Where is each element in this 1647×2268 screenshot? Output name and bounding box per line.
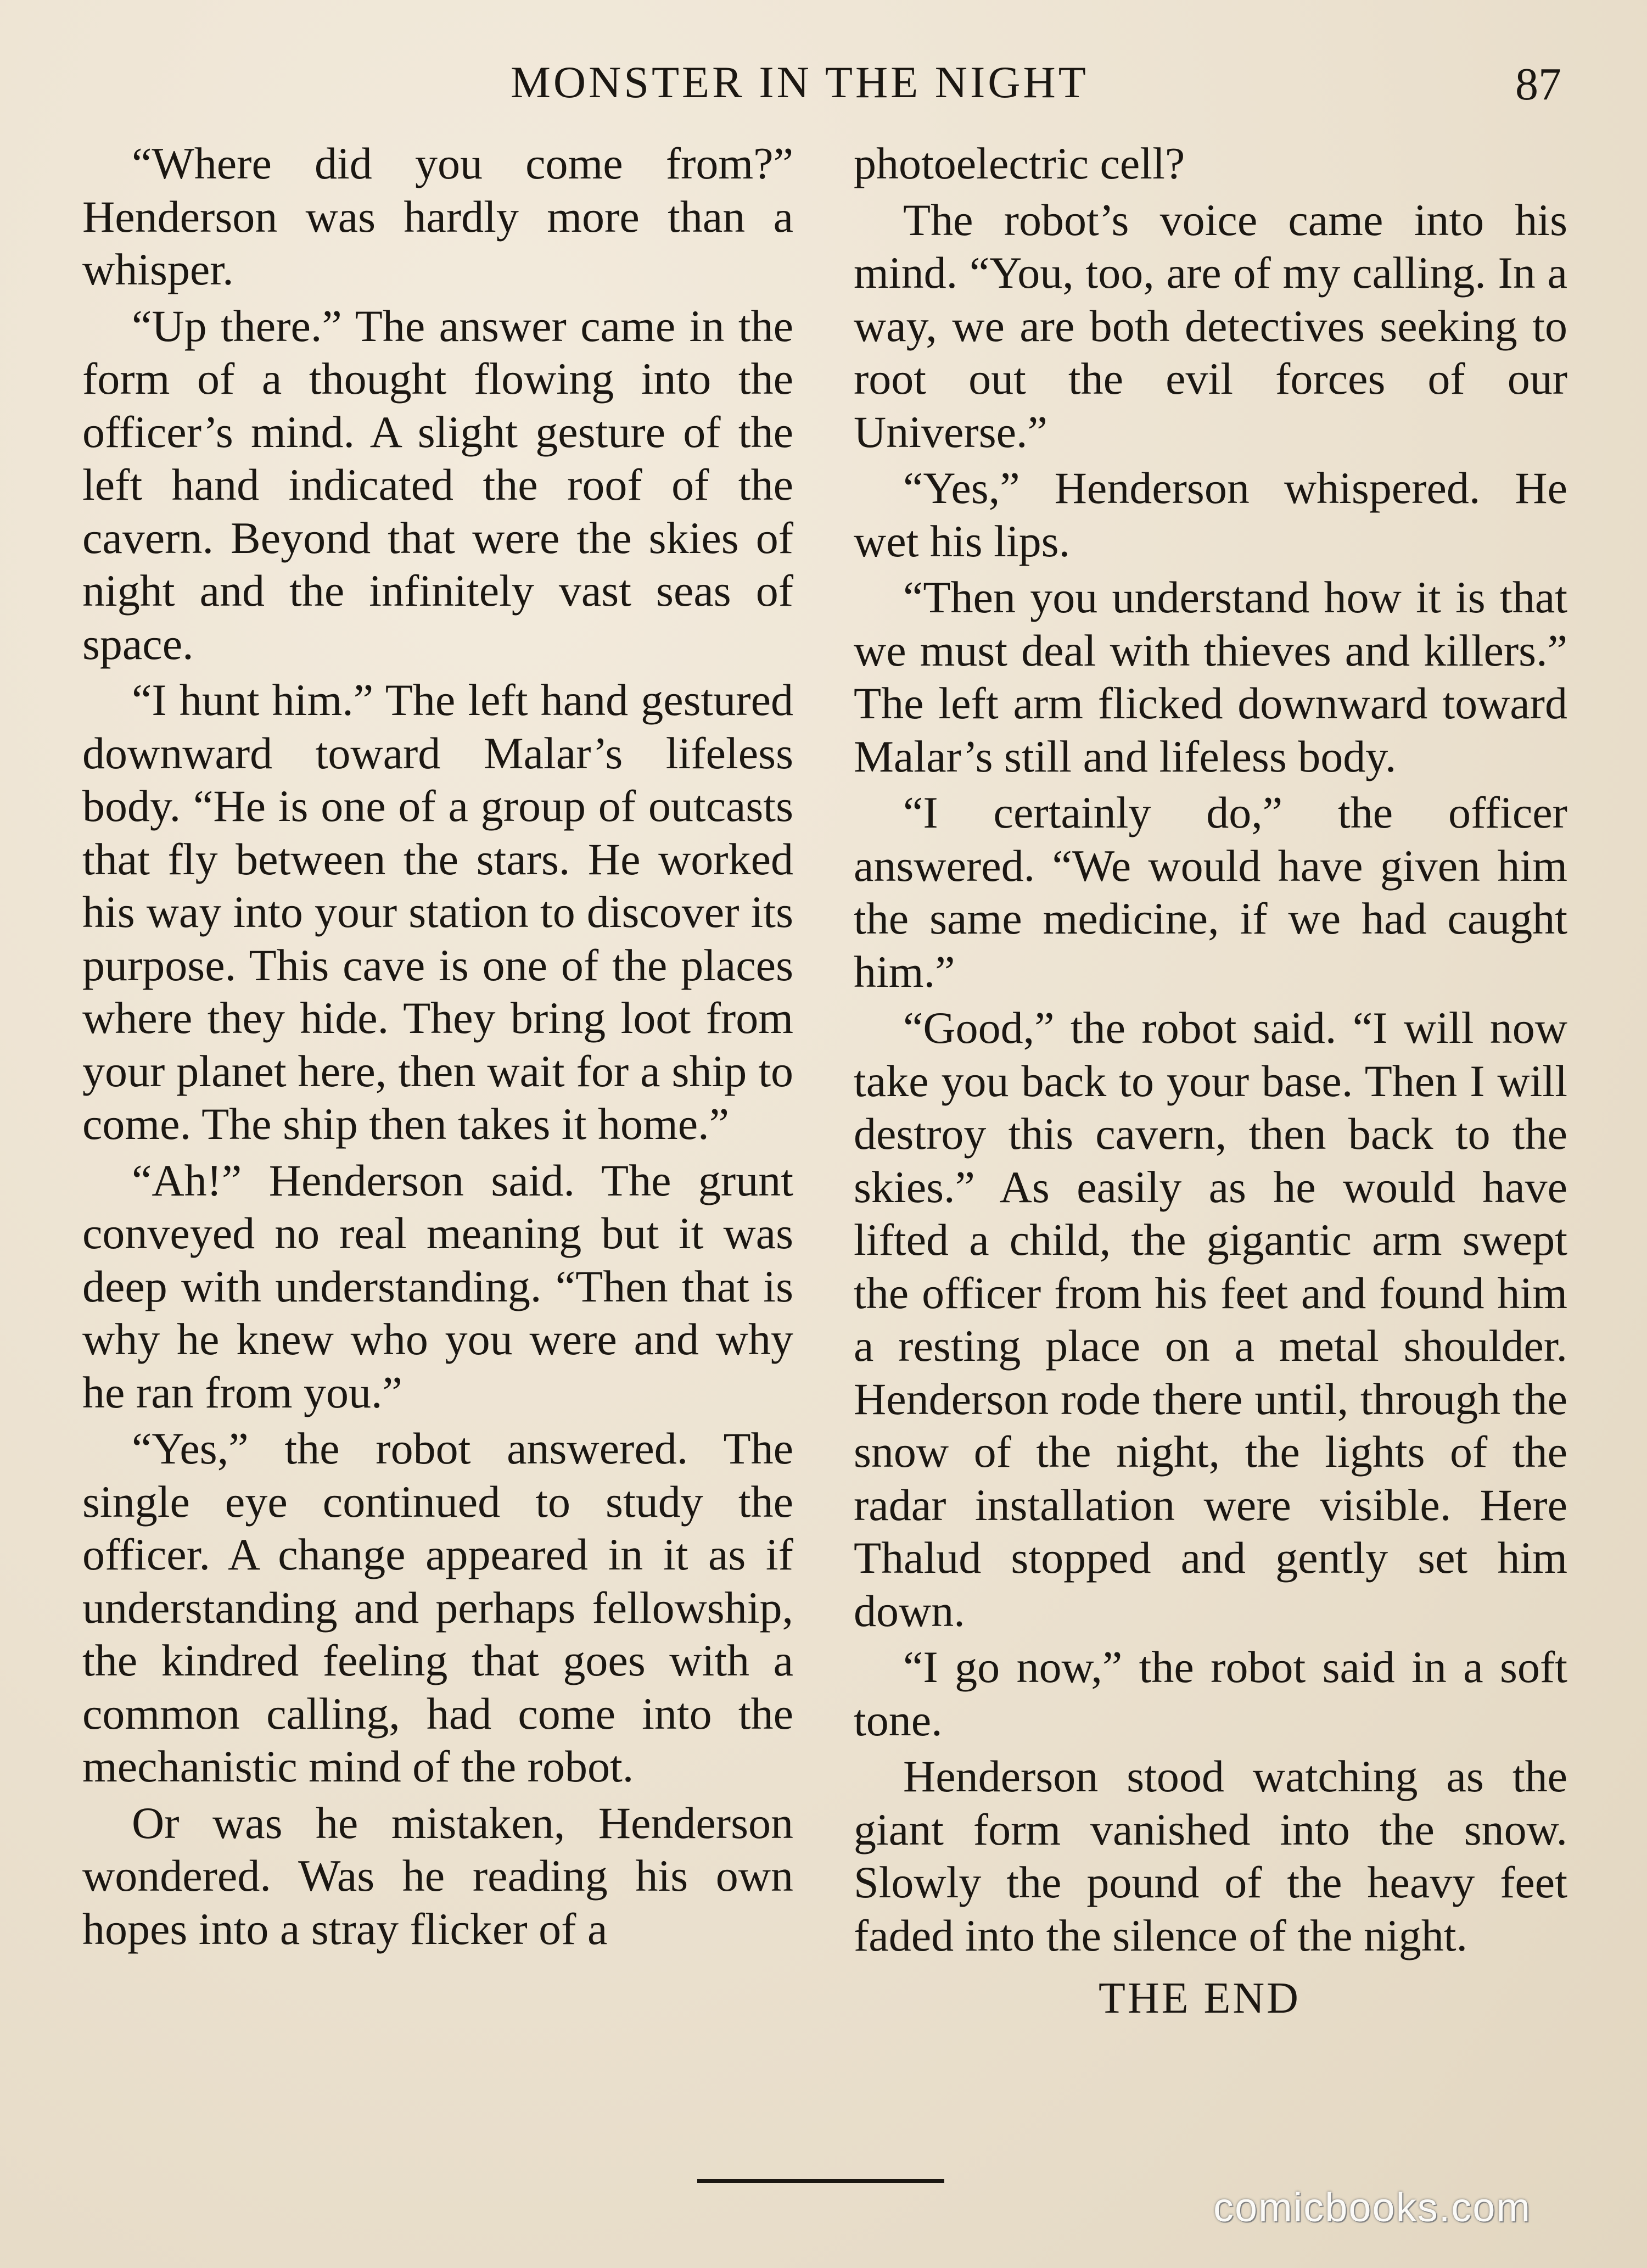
story-title: MONSTER IN THE NIGHT bbox=[511, 57, 1089, 107]
paragraph: “Yes,” Henderson whispered. He wet his lips. bbox=[854, 463, 1567, 566]
page-number: 87 bbox=[1515, 59, 1561, 110]
paragraph-continuation: photoelectric cell? bbox=[854, 138, 1185, 188]
paragraph: “Up there.” The answer came in the form of a thought flowing into the officer’s mind. A slight gesture of the left hand indicated the roof of the cavern. Beyond that were the skies of night and the infinitely vast seas of space. bbox=[82, 300, 793, 669]
paragraph: The robot’s voice came into his mind. “You, too, are of my calling. In a way, we are both detectives seeking to root out the evil forces of our Universe.” bbox=[854, 194, 1567, 457]
paragraph: Henderson stood watching as the giant form vanished into the snow. Slowly the pound of the heavy feet faded into the silence of the night. bbox=[854, 1751, 1567, 1960]
running-head bbox=[0, 55, 1647, 110]
paragraph: “I certainly do,” the officer answered. “We would have given him the same medicine, if we had caught him.” bbox=[854, 787, 1567, 997]
the-end-label: THE END bbox=[1099, 1974, 1301, 2023]
paragraph: Or was he mistaken, Henderson wondered. Was he reading his own hopes into a stray flicker of a bbox=[82, 1797, 793, 1954]
paragraph: “Yes,” the robot answered. The single eye continued to study the officer. A change appeared in it as if understanding and perhaps fellowship, the kindred feeling that goes with a common calling, had come into the mechanistic mind of the robot. bbox=[82, 1423, 793, 1791]
end-rule-divider bbox=[697, 2179, 944, 2183]
paragraph: “Ah!” Henderson said. The grunt conveyed no real meaning but it was deep with understanding. “Then that is why he knew who you were and why he ran from you.” bbox=[82, 1155, 793, 1417]
paragraph: “I go now,” the robot said in a soft tone. bbox=[854, 1642, 1567, 1745]
right-column bbox=[854, 137, 1567, 2025]
paragraph: “Where did you come from?” Henderson was hardly more than a whisper. bbox=[82, 138, 793, 294]
left-column bbox=[82, 137, 793, 1959]
paragraph: “I hunt him.” The left hand gestured downward toward Malar’s lifeless body. “He is one of a group of outcasts that fly between the stars. He worked his way into your station to discover its purpose. This cave is one of the places where they hide. They bring loot from your planet here, then wait for a ship to come. The ship then takes it home.” bbox=[82, 675, 793, 1149]
paragraph: “Then you understand how it is that we must deal with thieves and killers.” The left arm flicked downward toward Malar’s still and lifeless body. bbox=[854, 572, 1567, 781]
site-watermark: comicbooks.com bbox=[1213, 2185, 1532, 2230]
paragraph: “Good,” the robot said. “I will now take you back to your base. Then I will destroy this cavern, then back to the skies.” As easily as he would have lifted a child, the gigantic arm swept the officer from his feet and found him a resting place on a metal shoulder. Henderson rode there until, through the snow of the night, the lights of the radar installation were visible. Here Thalud stopped and gently set him down. bbox=[854, 1003, 1567, 1636]
